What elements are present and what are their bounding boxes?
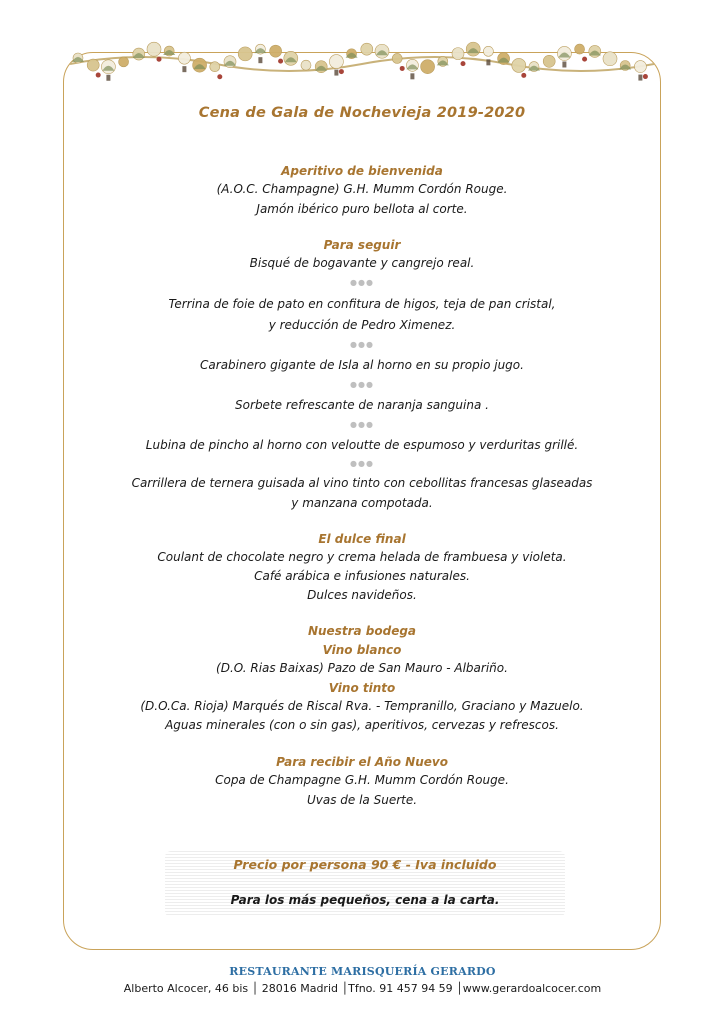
price-box xyxy=(165,851,565,917)
menu-title: Cena de Gala de Nochevieja 2019-2020 xyxy=(198,105,526,121)
menu-item: (D.O.Ca. Rioja) Marqués de Riscal Rva. - Tempranillo, Graciano y Mazuelo. xyxy=(140,699,584,713)
separator-dots: ●●● xyxy=(350,278,374,287)
restaurant-address: Alberto Alcocer, 46 bis │ 28016 Madrid │Tfno. 91 457 94 59 │www.gerardoalcocer.com xyxy=(123,982,602,995)
menu-item: Carrillera de ternera guisada al vino tinto con cebollitas francesas glaseadas xyxy=(131,476,593,490)
menu-item: Jamón ibérico puro bellota al corte. xyxy=(256,202,468,216)
menu-item: Café arábica e infusiones naturales. xyxy=(254,569,470,583)
menu-item: Carabinero gigante de Isla al horno en su propio jugo. xyxy=(200,358,524,372)
menu-item: Coulant de chocolate negro y crema helada de frambuesa y violeta. xyxy=(157,550,567,564)
menu-item: Aguas minerales (con o sin gas), aperitivos, cervezas y refrescos. xyxy=(165,718,559,732)
separator-dots: ●●● xyxy=(350,459,374,468)
menu-item: y reducción de Pedro Ximenez. xyxy=(268,318,456,332)
separator-dots: ●●● xyxy=(350,420,374,429)
menu-item: Dulces navideños. xyxy=(307,588,417,602)
restaurant-name: RESTAURANTE MARISQUERÍA GERARDO xyxy=(229,965,496,978)
section-heading-bodega: Nuestra bodega xyxy=(307,624,417,638)
section-heading-aperitivo: Aperitivo de bienvenida xyxy=(281,164,443,178)
section-heading-dulce: El dulce final xyxy=(318,532,406,546)
menu-item: Bisqué de bogavante y cangrejo real. xyxy=(249,256,475,270)
menu-item: Terrina de foie de pato en confitura de higos, teja de pan cristal, xyxy=(168,297,556,311)
menu-item: Copa de Champagne G.H. Mumm Cordón Rouge. xyxy=(215,773,509,787)
price-per-person: Precio por persona 90 € - Iva incluido xyxy=(233,857,497,872)
menu-item: (D.O. Rias Baixas) Pazo de San Mauro - Albariño. xyxy=(216,661,508,675)
menu-item: Sorbete refrescante de naranja sanguina . xyxy=(235,398,489,412)
kids-note: Para los más pequeños, cena a la carta. xyxy=(230,893,500,907)
section-heading-ano-nuevo: Para recibir el Año Nuevo xyxy=(276,755,448,769)
menu-item: Uvas de la Suerte. xyxy=(306,793,418,807)
section-heading-seguir: Para seguir xyxy=(323,238,401,252)
subheading-vino-blanco: Vino blanco xyxy=(322,643,402,657)
separator-dots: ●●● xyxy=(350,340,374,349)
menu-item: Lubina de pincho al horno con veloutte de espumoso y verduritas grillé. xyxy=(145,438,579,452)
menu-item: (A.O.C. Champagne) G.H. Mumm Cordón Rouge. xyxy=(216,182,508,196)
menu-item: y manzana compotada. xyxy=(291,496,433,510)
subheading-vino-tinto: Vino tinto xyxy=(328,681,396,695)
separator-dots: ●●● xyxy=(350,380,374,389)
christmas-garland-decoration xyxy=(70,28,654,90)
